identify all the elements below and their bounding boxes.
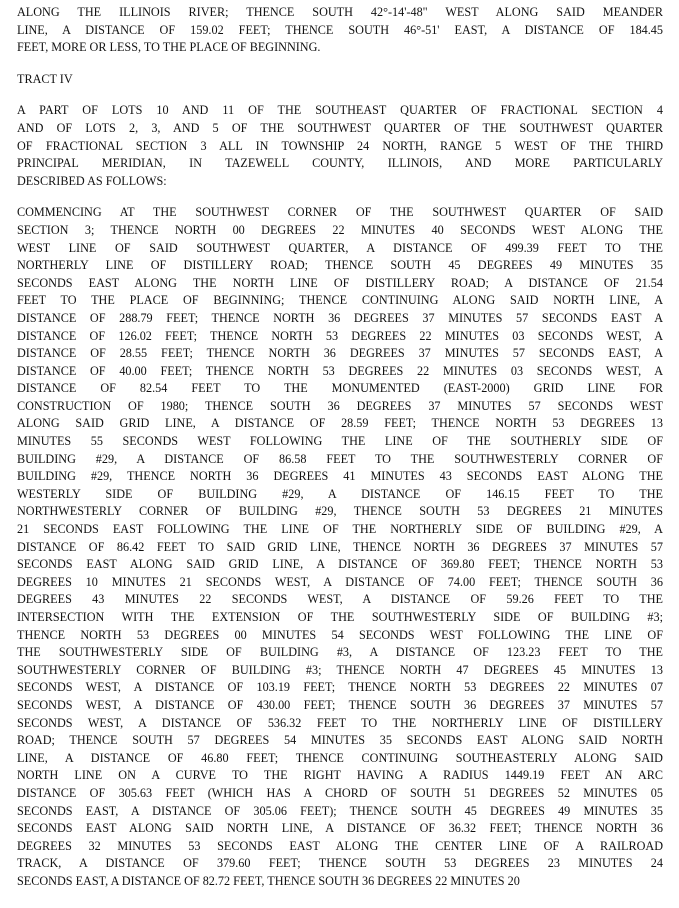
text-line: ROAD; THENCE SOUTH 57 DEGREES 54 MINUTES 35 SECONDS EAST ALONG SAID NORTH — [17, 733, 663, 748]
text-line: DISTANCE OF 82.54 FEET TO THE MONUMENTED (EAST-2000) GRID LINE FOR — [17, 381, 663, 396]
text-line: DISTANCE OF 86.42 FEET TO SAID GRID LINE, THENCE NORTH 36 DEGREES 37 MINUTES 57 — [17, 539, 663, 554]
text-line: SOUTHWESTERLY CORNER OF BUILDING #3; THENCE NORTH 47 DEGREES 45 MINUTES 13 — [17, 662, 663, 677]
text-line: LINE, A DISTANCE OF 159.02 FEET; THENCE SOUTH 46°-51' EAST, A DISTANCE OF 184.45 — [17, 22, 663, 37]
text-line: DEGREES 43 MINUTES 22 SECONDS WEST, A DISTANCE OF 59.26 FEET TO THE — [17, 592, 663, 607]
text-line: WESTERLY SIDE OF BUILDING #29, A DISTANCE OF 146.15 FEET TO THE — [17, 486, 663, 501]
text-line: DISTANCE OF 28.55 FEET; THENCE NORTH 36 DEGREES 37 MINUTES 57 SECONDS EAST, A — [17, 346, 663, 361]
text-line: DISTANCE OF 126.02 FEET; THENCE NORTH 53 DEGREES 22 MINUTES 03 SECONDS WEST, A — [17, 328, 663, 343]
text-line: NORTHWESTERLY CORNER OF BUILDING #29, THENCE SOUTH 53 DEGREES 21 MINUTES — [17, 504, 663, 519]
text-line: DEGREES 10 MINUTES 21 SECONDS WEST, A DISTANCE OF 74.00 FEET; THENCE SOUTH 36 — [17, 574, 663, 589]
text-line: BUILDING #29, A DISTANCE OF 86.58 FEET TO THE SOUTHWESTERLY CORNER OF — [17, 451, 663, 466]
text-line: NORTHERLY LINE OF DISTILLERY ROAD; THENCE SOUTH 45 DEGREES 49 MINUTES 35 — [17, 258, 663, 273]
text-line: SECONDS EAST, A DISTANCE OF 82.72 FEET, THENCE SOUTH 36 DEGREES 22 MINUTES 20 — [17, 873, 520, 888]
text-line: FEET, MORE OR LESS, TO THE PLACE OF BEGINNING. — [17, 40, 321, 55]
text-line: BUILDING #29, THENCE NORTH 36 DEGREES 41 MINUTES 43 SECONDS EAST ALONG THE — [17, 469, 663, 484]
text-line: TRACK, A DISTANCE OF 379.60 FEET; THENCE SOUTH 53 DEGREES 23 MINUTES 24 — [17, 856, 663, 871]
text-line: THE SOUTHWESTERLY SIDE OF BUILDING #3, A DISTANCE OF 123.23 FEET TO THE — [17, 645, 663, 660]
text-line: OF FRACTIONAL SECTION 3 ALL IN TOWNSHIP 24 NORTH, RANGE 5 WEST OF THE THIRD — [17, 138, 663, 153]
text-line: NORTH LINE ON A CURVE TO THE RIGHT HAVING A RADIUS 1449.19 FEET AN ARC — [17, 768, 663, 783]
text-line: ALONG SAID GRID LINE, A DISTANCE OF 28.59 FEET; THENCE NORTH 53 DEGREES 13 — [17, 416, 663, 431]
tract-heading: TRACT IV — [17, 71, 73, 86]
text-line: ALONG THE ILLINOIS RIVER; THENCE SOUTH 42°-14'-48" WEST ALONG SAID MEANDER — [17, 5, 663, 19]
text-line: WEST LINE OF SAID SOUTHWEST QUARTER, A DISTANCE OF 499.39 FEET TO THE — [17, 240, 663, 255]
text-line: DISTANCE OF 305.63 FEET (WHICH HAS A CHORD OF SOUTH 51 DEGREES 52 MINUTES 05 — [17, 785, 663, 800]
text-line: CONSTRUCTION OF 1980; THENCE SOUTH 36 DEGREES 37 MINUTES 57 SECONDS WEST — [17, 398, 663, 413]
intro-paragraph — [17, 4, 663, 57]
text-line: SECONDS EAST ALONG SAID NORTH LINE, A DISTANCE OF 36.32 FEET; THENCE NORTH 36 — [17, 821, 663, 836]
text-line: AND OF LOTS 2, 3, AND 5 OF THE SOUTHWEST QUARTER OF THE SOUTHWEST QUARTER — [17, 120, 663, 135]
text-line: DISTANCE OF 40.00 FEET; THENCE NORTH 53 DEGREES 22 MINUTES 03 SECONDS WEST, A — [17, 363, 663, 378]
text-line: SECONDS WEST, A DISTANCE OF 430.00 FEET; THENCE SOUTH 36 DEGREES 37 MINUTES 57 — [17, 697, 663, 712]
text-line: SECONDS EAST ALONG THE NORTH LINE OF DISTILLERY ROAD; A DISTANCE OF 21.54 — [17, 275, 663, 290]
text-line: SECTION 3; THENCE NORTH 00 DEGREES 22 MINUTES 40 SECONDS WEST ALONG THE — [17, 222, 663, 237]
text-line: 21 SECONDS EAST FOLLOWING THE LINE OF THE NORTHERLY SIDE OF BUILDING #29, A — [17, 522, 663, 537]
text-line: INTERSECTION WITH THE EXTENSION OF THE SOUTHWESTERLY SIDE OF BUILDING #3; — [17, 610, 663, 624]
text-line: SECONDS WEST, A DISTANCE OF 536.32 FEET TO THE NORTHERLY LINE OF DISTILLERY — [17, 715, 663, 730]
text-line: COMMENCING AT THE SOUTHWEST CORNER OF THE SOUTHWEST QUARTER OF SAID — [17, 205, 663, 220]
text-line: FEET TO THE PLACE OF BEGINNING; THENCE CONTINUING ALONG SAID NORTH LINE, A — [17, 293, 663, 308]
text-line: A PART OF LOTS 10 AND 11 OF THE SOUTHEAST QUARTER OF FRACTIONAL SECTION 4 — [17, 103, 663, 118]
text-line: DESCRIBED AS FOLLOWS: — [17, 173, 167, 188]
tract-description-paragraph — [17, 102, 663, 190]
text-line: DEGREES 32 MINUTES 53 SECONDS EAST ALONG THE CENTER LINE OF A RAILROAD — [17, 838, 663, 853]
text-line: SECONDS EAST ALONG SAID GRID LINE, A DISTANCE OF 369.80 FEET; THENCE NORTH 53 — [17, 557, 663, 572]
text-line: THENCE NORTH 53 DEGREES 00 MINUTES 54 SECONDS WEST FOLLOWING THE LINE OF — [17, 627, 663, 642]
text-line: LINE, A DISTANCE OF 46.80 FEET; THENCE CONTINUING SOUTHEASTERLY ALONG SAID — [17, 750, 663, 765]
text-line: DISTANCE OF 288.79 FEET; THENCE NORTH 36 DEGREES 37 MINUTES 57 SECONDS EAST A — [17, 310, 663, 325]
text-line: SECONDS EAST, A DISTANCE OF 305.06 FEET); THENCE SOUTH 45 DEGREES 49 MINUTES 35 — [17, 803, 663, 818]
text-line: PRINCIPAL MERIDIAN, IN TAZEWELL COUNTY, ILLINOIS, AND MORE PARTICULARLY — [17, 156, 663, 171]
text-line: SECONDS WEST, A DISTANCE OF 103.19 FEET; THENCE NORTH 53 DEGREES 22 MINUTES 07 — [17, 680, 663, 695]
text-line: MINUTES 55 SECONDS WEST FOLLOWING THE LINE OF THE SOUTHERLY SIDE OF — [17, 434, 663, 449]
legal-description-paragraph — [17, 204, 663, 890]
